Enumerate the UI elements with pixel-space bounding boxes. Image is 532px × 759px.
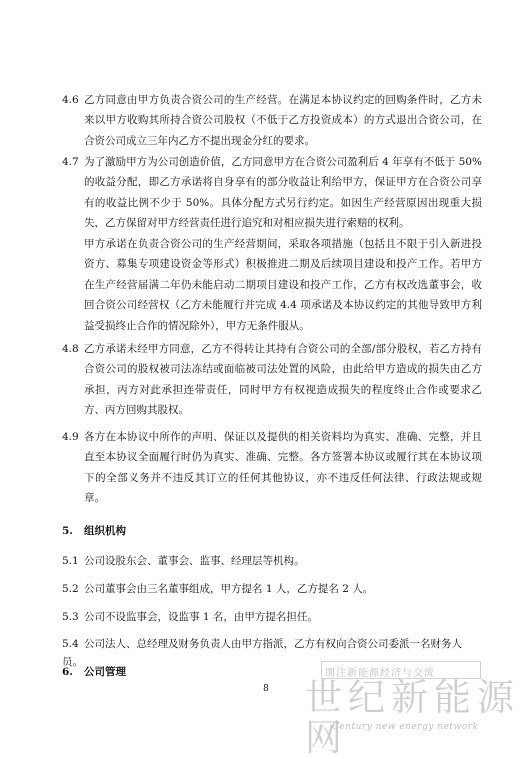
- item-text: 公司董事会由三名董事组成，甲方提名 1 人，乙方提名 2 人。: [84, 583, 374, 595]
- item-text: 公司不设监事会，设监事 1 名，由甲方提名担任。: [84, 611, 318, 623]
- clause-4-6: [62, 90, 482, 151]
- item-number: 5.1: [62, 555, 79, 567]
- section-heading-5: [62, 522, 126, 540]
- item-5-1: [62, 552, 482, 570]
- watermark-tagline: 関注新能源经济与交流: [325, 668, 435, 679]
- item-text: 公司法人、总经理及财务负责人由甲方指派，乙方有权向合资公司委派一名财务人员。: [62, 638, 462, 668]
- item-5-3: [62, 608, 482, 626]
- watermark-logo-text: 世纪新能源网: [305, 676, 520, 759]
- clause-4-7: [62, 152, 482, 234]
- clause-number: 4.8: [62, 343, 79, 355]
- item-number: 5.2: [62, 583, 79, 595]
- item-number: 5.3: [62, 611, 79, 623]
- clause-4-7-paragraph-2: 甲方承诺在负责合资公司的生产经营期间，采取各项措施（包括且不限于引入新进投资方、募集专项建设资金等形式）积极推进二期及后续项目建设和投产工作。若甲方在生产经营届满二年仍未能启动二期项目建设和投产工作，乙方有权改选董事会，收回合资公司经营权（乙方未能履行并完成 4.4 项承诺及本协议约定的其他导致甲方利益受损终止合作的情况除外），甲方无条件服从。: [84, 238, 482, 332]
- clause-text: 乙方同意由甲方负责合资公司的生产经营。在满足本协议约定的回购条件时，乙方未来以甲方收购其所持合资公司股权（不低于乙方投资成本）的方式退出合资公司，在合资公司成立三年内乙方不提出现金分红的要求。: [84, 94, 482, 147]
- clause-text: 为了激励甲方为公司创造价值，乙方同意甲方在合资公司盈利后 4 年享有不低于 50% 的收益分配，即乙方承诺将自身享有的部分收益让利给甲方，保证甲方在合资公司享有的收益比例不少于 50%。具体分配方式另行约定。如因生产经营原因出现重大损失，乙方保留对甲方经营责任进行追究和对相应损失进行索赔的权利。: [84, 156, 482, 230]
- clause-text: 乙方承诺未经甲方同意，乙方不得转让其持有合资公司的全部/部分股权，若乙方持有合资公司的股权被司法冻结或面临被司法处置的风险，由此给甲方造成的损失由乙方承担，丙方对此承担连带责任，同时甲方有权视造成损失的程度终止合作或要求乙方、丙方回购其股权。: [84, 343, 482, 417]
- clause-number: 4.6: [62, 94, 79, 106]
- clause-4-9: [62, 427, 482, 509]
- section-heading-6: [62, 663, 126, 681]
- page-number: 8: [263, 684, 269, 694]
- clause-number: 4.7: [62, 156, 79, 168]
- section-number: 5.: [62, 525, 73, 537]
- section-title: 公司管理: [84, 666, 126, 678]
- clause-text: 各方在本协议中所作的声明、保证以及提供的相关资料均为真实、准确、完整，并且直至本协议全面履行时仍为真实、准确、完整。各方签署本协议或履行其在本协议项下的全部义务并不违反其订立的任何其他协议，亦不违反任何法律、行政法规或规章。: [84, 431, 482, 505]
- section-number: 6.: [62, 666, 73, 678]
- watermark-english: Century new energy network: [332, 722, 479, 732]
- clause-4-8: [62, 339, 482, 421]
- section-title: 组织机构: [84, 525, 126, 537]
- item-number: 5.4: [62, 638, 79, 650]
- clause-number: 4.9: [62, 431, 79, 443]
- item-5-2: [62, 580, 482, 598]
- item-text: 公司设股东会、董事会、监事、经理层等机构。: [84, 555, 305, 567]
